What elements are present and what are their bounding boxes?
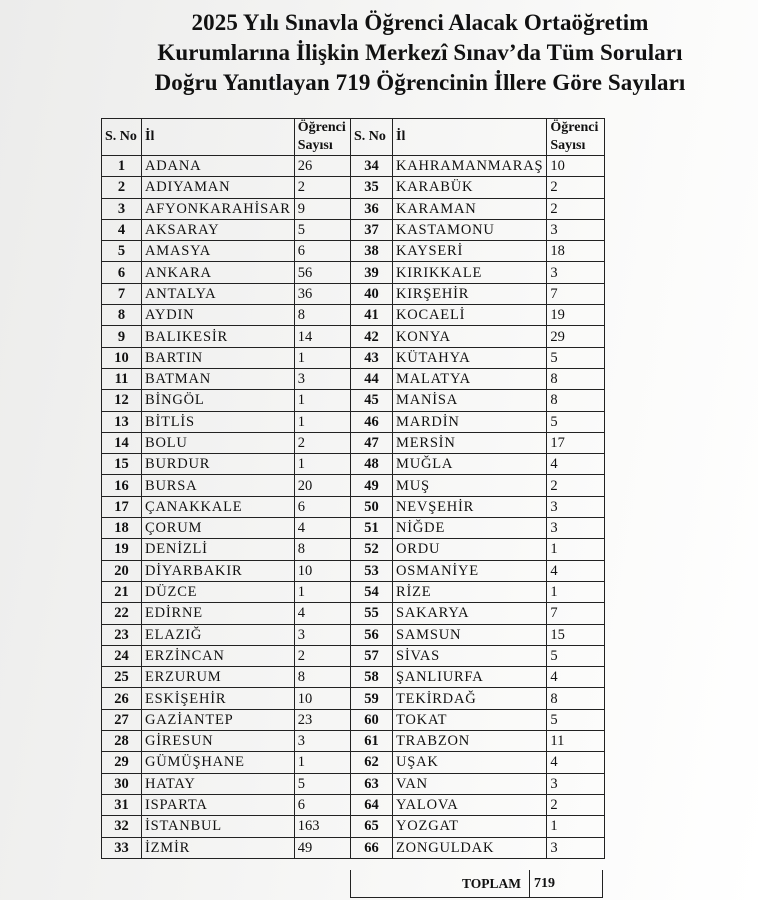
- row-province: NİĞDE: [393, 518, 547, 539]
- row-province: ANTALYA: [142, 283, 295, 304]
- row-sno: 26: [102, 688, 142, 709]
- row-sno: 36: [351, 198, 393, 219]
- row-count: 3: [547, 219, 605, 240]
- table-row: [351, 411, 605, 432]
- row-province: ORDU: [393, 539, 547, 560]
- total-label: TOPLAM: [462, 876, 522, 891]
- table-row: [351, 496, 605, 517]
- row-province: GAZİANTEP: [142, 709, 295, 730]
- table-row: [351, 156, 605, 177]
- row-province: BİNGÖL: [142, 390, 295, 411]
- row-sno: 11: [102, 368, 142, 389]
- row-sno: 49: [351, 475, 393, 496]
- row-sno: 31: [102, 794, 142, 815]
- row-count: 4: [547, 752, 605, 773]
- row-count: 5: [547, 709, 605, 730]
- title-line-3: Doğru Yanıtlayan 719 Öğrencinin İllere Göre Sayıları: [154, 70, 686, 95]
- row-sno: 28: [102, 731, 142, 752]
- table-row: [351, 667, 605, 688]
- row-province: DİYARBAKIR: [142, 560, 295, 581]
- table-header-row: [102, 119, 351, 156]
- table-row: [102, 560, 351, 581]
- table-row: [351, 283, 605, 304]
- row-count: 26: [294, 156, 350, 177]
- row-count: 6: [294, 241, 350, 262]
- row-sno: 22: [102, 603, 142, 624]
- row-sno: 20: [102, 560, 142, 581]
- row-sno: 27: [102, 709, 142, 730]
- header-count: [547, 119, 605, 156]
- row-province: EDİRNE: [142, 603, 295, 624]
- row-sno: 15: [102, 454, 142, 475]
- table-row: [102, 837, 351, 858]
- table-row: [102, 262, 351, 283]
- row-count: 5: [294, 219, 350, 240]
- row-province: KAHRAMANMARAŞ: [393, 156, 547, 177]
- row-province: ÇORUM: [142, 518, 295, 539]
- table-row: [351, 709, 605, 730]
- row-province: KAYSERİ: [393, 241, 547, 262]
- row-sno: 44: [351, 368, 393, 389]
- row-province: KÜTAHYA: [393, 347, 547, 368]
- table-row: [351, 688, 605, 709]
- row-sno: 50: [351, 496, 393, 517]
- row-count: 11: [547, 731, 605, 752]
- table-row: [351, 326, 605, 347]
- row-sno: 39: [351, 262, 393, 283]
- table-row: [351, 816, 605, 837]
- row-count: 2: [294, 645, 350, 666]
- row-province: GÜMÜŞHANE: [142, 752, 295, 773]
- row-province: AYDIN: [142, 305, 295, 326]
- row-sno: 55: [351, 603, 393, 624]
- row-sno: 33: [102, 837, 142, 858]
- table-row: [102, 645, 351, 666]
- row-sno: 37: [351, 219, 393, 240]
- row-province: AKSARAY: [142, 219, 295, 240]
- table-row: [102, 326, 351, 347]
- row-count: 56: [294, 262, 350, 283]
- row-province: AMASYA: [142, 241, 295, 262]
- row-count: 10: [547, 156, 605, 177]
- row-count: 4: [547, 667, 605, 688]
- row-province: SİVAS: [393, 645, 547, 666]
- row-sno: 32: [102, 816, 142, 837]
- row-count: 2: [294, 177, 350, 198]
- row-province: KIRŞEHİR: [393, 283, 547, 304]
- row-province: SAMSUN: [393, 624, 547, 645]
- row-sno: 14: [102, 432, 142, 453]
- table-row: [102, 624, 351, 645]
- row-sno: 12: [102, 390, 142, 411]
- table-row: [102, 581, 351, 602]
- row-count: 3: [547, 262, 605, 283]
- row-province: AFYONKARAHİSAR: [142, 198, 295, 219]
- row-sno: 64: [351, 794, 393, 815]
- table-row: [351, 794, 605, 815]
- title-line-2: Kurumlarına İlişkin Merkezî Sınav’da Tüm Soruları: [157, 40, 683, 65]
- table-row: [351, 177, 605, 198]
- row-province: KIRIKKALE: [393, 262, 547, 283]
- table-row: [102, 816, 351, 837]
- row-count: 8: [294, 305, 350, 326]
- table-row: [351, 368, 605, 389]
- row-count: 8: [547, 368, 605, 389]
- table-row: [351, 603, 605, 624]
- row-province: YALOVA: [393, 794, 547, 815]
- row-count: 5: [547, 411, 605, 432]
- table-row: [351, 475, 605, 496]
- table-row: [351, 752, 605, 773]
- row-sno: 23: [102, 624, 142, 645]
- table-row: [351, 539, 605, 560]
- row-count: 6: [294, 794, 350, 815]
- row-sno: 21: [102, 581, 142, 602]
- row-count: 1: [294, 390, 350, 411]
- table-row: [351, 731, 605, 752]
- header-count-line1: Öğrenci: [550, 120, 599, 135]
- row-count: 5: [294, 773, 350, 794]
- table-row: [102, 688, 351, 709]
- table-row: [351, 241, 605, 262]
- row-province: ANKARA: [142, 262, 295, 283]
- table-row: [102, 752, 351, 773]
- row-count: 4: [294, 518, 350, 539]
- row-province: TEKİRDAĞ: [393, 688, 547, 709]
- table-row: [351, 305, 605, 326]
- row-count: 3: [547, 837, 605, 858]
- row-count: 1: [294, 454, 350, 475]
- row-count: 3: [294, 731, 350, 752]
- row-sno: 65: [351, 816, 393, 837]
- row-sno: 16: [102, 475, 142, 496]
- row-count: 18: [547, 241, 605, 262]
- row-province: BURDUR: [142, 454, 295, 475]
- row-sno: 17: [102, 496, 142, 517]
- row-count: 14: [294, 326, 350, 347]
- table-row: [102, 454, 351, 475]
- row-province: KARAMAN: [393, 198, 547, 219]
- row-province: ZONGULDAK: [393, 837, 547, 858]
- table-row: [102, 539, 351, 560]
- row-province: BOLU: [142, 432, 295, 453]
- header-sno: S. No: [102, 119, 142, 156]
- row-count: 5: [547, 645, 605, 666]
- row-sno: 61: [351, 731, 393, 752]
- row-sno: 62: [351, 752, 393, 773]
- row-count: 1: [294, 347, 350, 368]
- row-count: 2: [547, 794, 605, 815]
- table-row: [102, 198, 351, 219]
- row-province: YOZGAT: [393, 816, 547, 837]
- row-count: 2: [547, 198, 605, 219]
- row-province: BARTIN: [142, 347, 295, 368]
- right-province-table: [350, 118, 605, 859]
- total-divider: [529, 870, 530, 898]
- row-count: 1: [547, 581, 605, 602]
- table-row: [351, 198, 605, 219]
- row-province: SAKARYA: [393, 603, 547, 624]
- row-province: BURSA: [142, 475, 295, 496]
- row-sno: 56: [351, 624, 393, 645]
- row-province: HATAY: [142, 773, 295, 794]
- table-row: [351, 581, 605, 602]
- row-count: 7: [547, 283, 605, 304]
- row-sno: 6: [102, 262, 142, 283]
- row-count: 4: [547, 454, 605, 475]
- row-province: TRABZON: [393, 731, 547, 752]
- row-sno: 47: [351, 432, 393, 453]
- row-province: VAN: [393, 773, 547, 794]
- row-province: UŞAK: [393, 752, 547, 773]
- row-sno: 54: [351, 581, 393, 602]
- row-province: ERZURUM: [142, 667, 295, 688]
- row-province: ESKİŞEHİR: [142, 688, 295, 709]
- row-count: 3: [547, 773, 605, 794]
- document-title: [110, 8, 730, 98]
- row-province: ADANA: [142, 156, 295, 177]
- table-row: [351, 560, 605, 581]
- row-sno: 9: [102, 326, 142, 347]
- row-province: ADIYAMAN: [142, 177, 295, 198]
- row-count: 1: [294, 581, 350, 602]
- row-count: 9: [294, 198, 350, 219]
- table-row: [102, 283, 351, 304]
- row-province: MANİSA: [393, 390, 547, 411]
- row-count: 20: [294, 475, 350, 496]
- row-count: 3: [547, 518, 605, 539]
- row-count: 29: [547, 326, 605, 347]
- row-sno: 3: [102, 198, 142, 219]
- row-count: 1: [294, 411, 350, 432]
- row-sno: 18: [102, 518, 142, 539]
- table-row: [351, 837, 605, 858]
- table-row: [102, 773, 351, 794]
- row-sno: 13: [102, 411, 142, 432]
- table-row: [351, 773, 605, 794]
- header-count-line2: Sayısı: [550, 138, 586, 153]
- row-sno: 19: [102, 539, 142, 560]
- row-sno: 2: [102, 177, 142, 198]
- row-province: GİRESUN: [142, 731, 295, 752]
- title-line-1: 2025 Yılı Sınavla Öğrenci Alacak Ortaöğretim: [191, 10, 649, 35]
- total-value: 719: [534, 876, 555, 891]
- row-sno: 25: [102, 667, 142, 688]
- row-sno: 42: [351, 326, 393, 347]
- table-row: [102, 709, 351, 730]
- row-count: 163: [294, 816, 350, 837]
- row-sno: 5: [102, 241, 142, 262]
- row-province: OSMANİYE: [393, 560, 547, 581]
- left-table-body: [102, 156, 351, 859]
- row-count: 5: [547, 347, 605, 368]
- row-sno: 4: [102, 219, 142, 240]
- row-sno: 34: [351, 156, 393, 177]
- row-sno: 45: [351, 390, 393, 411]
- row-count: 3: [294, 368, 350, 389]
- row-count: 6: [294, 496, 350, 517]
- row-count: 8: [547, 688, 605, 709]
- row-sno: 48: [351, 454, 393, 475]
- row-province: KONYA: [393, 326, 547, 347]
- row-count: 10: [294, 560, 350, 581]
- table-row: [102, 518, 351, 539]
- row-province: KARABÜK: [393, 177, 547, 198]
- table-row: [102, 731, 351, 752]
- table-row: [102, 177, 351, 198]
- table-row: [102, 390, 351, 411]
- table-row: [351, 219, 605, 240]
- table-row: [351, 518, 605, 539]
- row-province: KASTAMONU: [393, 219, 547, 240]
- row-count: 4: [547, 560, 605, 581]
- row-count: 7: [547, 603, 605, 624]
- table-row: [102, 496, 351, 517]
- row-sno: 40: [351, 283, 393, 304]
- row-province: DENİZLİ: [142, 539, 295, 560]
- row-count: 36: [294, 283, 350, 304]
- table-row: [102, 305, 351, 326]
- table-row: [351, 390, 605, 411]
- row-sno: 8: [102, 305, 142, 326]
- row-count: 8: [547, 390, 605, 411]
- table-row: [351, 432, 605, 453]
- row-sno: 60: [351, 709, 393, 730]
- row-sno: 35: [351, 177, 393, 198]
- row-province: BİTLİS: [142, 411, 295, 432]
- row-count: 8: [294, 539, 350, 560]
- row-province: MARDİN: [393, 411, 547, 432]
- row-sno: 46: [351, 411, 393, 432]
- row-province: ŞANLIURFA: [393, 667, 547, 688]
- row-sno: 29: [102, 752, 142, 773]
- table-row: [102, 432, 351, 453]
- row-count: 2: [547, 475, 605, 496]
- row-count: 8: [294, 667, 350, 688]
- row-sno: 59: [351, 688, 393, 709]
- row-count: 2: [294, 432, 350, 453]
- row-province: MERSİN: [393, 432, 547, 453]
- table-row: [102, 411, 351, 432]
- header-count-line2: Sayısı: [297, 138, 333, 153]
- row-province: NEVŞEHİR: [393, 496, 547, 517]
- row-count: 17: [547, 432, 605, 453]
- row-sno: 58: [351, 667, 393, 688]
- table-row: [102, 368, 351, 389]
- table-row: [351, 645, 605, 666]
- table-row: [102, 667, 351, 688]
- row-count: 3: [547, 496, 605, 517]
- row-count: 3: [294, 624, 350, 645]
- row-sno: 57: [351, 645, 393, 666]
- row-sno: 41: [351, 305, 393, 326]
- row-count: 1: [547, 816, 605, 837]
- row-sno: 63: [351, 773, 393, 794]
- row-count: 1: [547, 539, 605, 560]
- row-province: ELAZIĞ: [142, 624, 295, 645]
- row-province: MUŞ: [393, 475, 547, 496]
- table-row: [102, 347, 351, 368]
- header-il: İl: [393, 119, 547, 156]
- row-sno: 66: [351, 837, 393, 858]
- row-sno: 53: [351, 560, 393, 581]
- row-sno: 10: [102, 347, 142, 368]
- table-row: [102, 219, 351, 240]
- table-row: [351, 262, 605, 283]
- row-province: MUĞLA: [393, 454, 547, 475]
- row-sno: 1: [102, 156, 142, 177]
- row-sno: 24: [102, 645, 142, 666]
- row-province: BATMAN: [142, 368, 295, 389]
- row-sno: 43: [351, 347, 393, 368]
- row-count: 1: [294, 752, 350, 773]
- row-province: RİZE: [393, 581, 547, 602]
- header-count: [294, 119, 350, 156]
- row-province: İZMİR: [142, 837, 295, 858]
- row-sno: 51: [351, 518, 393, 539]
- row-province: BALIKESİR: [142, 326, 295, 347]
- row-sno: 52: [351, 539, 393, 560]
- row-province: MALATYA: [393, 368, 547, 389]
- row-province: ISPARTA: [142, 794, 295, 815]
- table-row: [351, 454, 605, 475]
- row-count: 15: [547, 624, 605, 645]
- row-province: DÜZCE: [142, 581, 295, 602]
- table-row: [102, 475, 351, 496]
- row-province: İSTANBUL: [142, 816, 295, 837]
- row-province: ÇANAKKALE: [142, 496, 295, 517]
- row-province: ERZİNCAN: [142, 645, 295, 666]
- row-province: TOKAT: [393, 709, 547, 730]
- row-count: 19: [547, 305, 605, 326]
- table-row: [102, 603, 351, 624]
- table-row: [102, 156, 351, 177]
- row-sno: 38: [351, 241, 393, 262]
- row-count: 4: [294, 603, 350, 624]
- row-sno: 7: [102, 283, 142, 304]
- table-row: [102, 794, 351, 815]
- row-count: 10: [294, 688, 350, 709]
- row-province: KOCAELİ: [393, 305, 547, 326]
- row-count: 23: [294, 709, 350, 730]
- header-il: İl: [142, 119, 295, 156]
- row-count: 2: [547, 177, 605, 198]
- header-count-line1: Öğrenci: [297, 120, 346, 135]
- left-province-table: [101, 118, 351, 859]
- table-row: [102, 241, 351, 262]
- row-count: 49: [294, 837, 350, 858]
- table-row: [351, 347, 605, 368]
- header-sno: S. No: [351, 119, 393, 156]
- table-header-row: [351, 119, 605, 156]
- right-table-body: [351, 156, 605, 859]
- row-sno: 30: [102, 773, 142, 794]
- table-row: [351, 624, 605, 645]
